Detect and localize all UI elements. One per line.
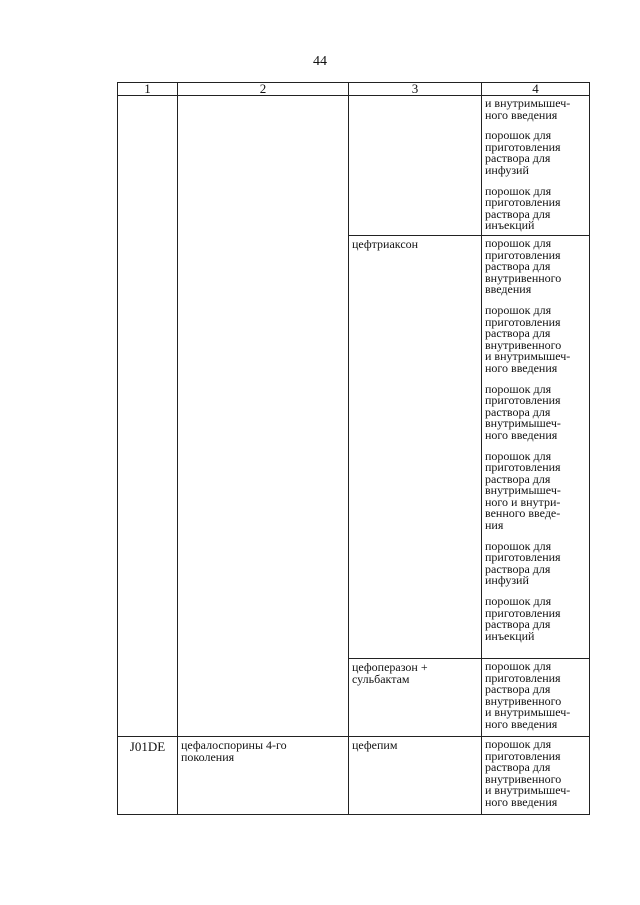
dosage-forms-cell [482,737,590,815]
dosage-form: порошок для приготовления раствора для внутривенного и внутримышеч- ного введения [485,659,571,731]
dosage-form: порошок для приготовления раствора для внутримышеч- ного и внутри- венного введе- ния [485,448,561,533]
code-cell: J01DE [118,737,178,815]
dosage-form: порошок для приготовления раствора для инъекций [485,183,561,233]
dosage-form: порошок для приготовления раствора для инфузий [485,538,561,588]
table-row [118,737,590,815]
dosage-form: порошок для приготовления раствора для инъекций [485,594,561,643]
substance-cell [349,96,482,236]
group-cell: цефалоспорины 4-го поколения [178,737,349,815]
dosage-form: и внутримышеч- ного введения [485,96,571,122]
group-cell [178,96,349,737]
column-header-1: 1 [118,83,178,96]
dosage-forms-cell [482,236,590,659]
dosage-forms-cell [482,659,590,737]
dosage-form: порошок для приготовления раствора для инфузий [485,128,561,177]
dosage-form: порошок для приготовления раствора для внутримышеч- ного введения [485,381,561,442]
dosage-form: порошок для приготовления раствора для внутривенного и внутримышеч- ного введения [485,302,571,375]
dosage-form: порошок для приготовления раствора для внутривенного и внутримышеч- ного введения [485,737,571,809]
table-row [118,96,590,236]
drug-table [117,82,590,815]
substance-cell: цефепим [349,737,482,815]
table-header-row [118,83,590,96]
dosage-form: порошок для приготовления раствора для внутривенного введения [485,236,562,297]
column-header-3: 3 [349,83,482,96]
column-header-2: 2 [178,83,349,96]
column-header-4: 4 [482,83,590,96]
substance-cell: цефоперазон + сульбактам [349,659,482,737]
substance-cell: цефтриаксон [349,236,482,659]
code-cell [118,96,178,737]
dosage-forms-cell [482,96,590,236]
page-number: 44 [313,54,327,69]
